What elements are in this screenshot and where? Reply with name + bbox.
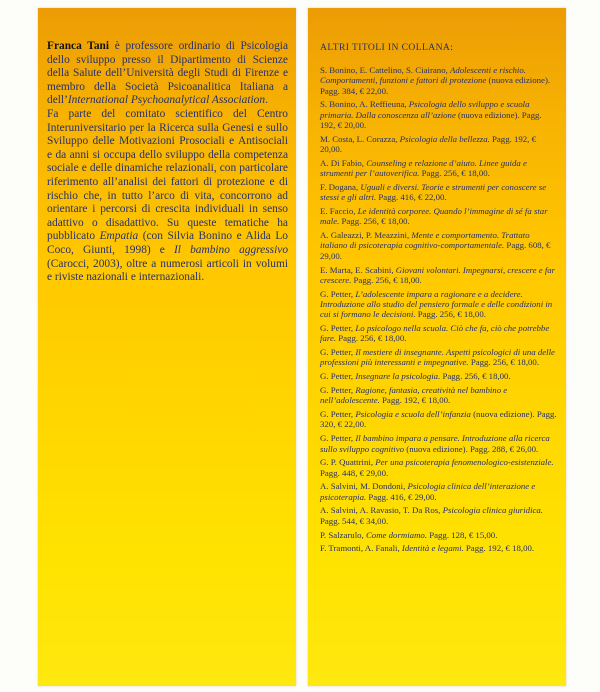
book-details: (nuova edizione). Pagg. 384, € 22,00. [320,75,551,96]
book-authors: S. Bonino, A. Reffieuna, [320,99,409,110]
book-authors: G. Petter, [320,371,356,382]
book-details: Pagg. 256, € 18,00. [440,371,511,382]
bio-segment: . [265,94,268,107]
book-title: Il mestiere di insegnante. Aspetti psicologici di una delle professioni più interessanti e impegnative. [320,347,555,368]
book-title: Lo psicologo nella scuola. Ciò che fa, ciò che potrebbe fare. [320,323,550,344]
bio-segment: Empatia [99,230,139,243]
book-entry [320,530,558,540]
book-title: Ragione, fantasia, creatività nel bambino e nell’adolescente. [320,385,508,406]
book-entry [320,347,558,368]
series-heading: ALTRI TITOLI IN COLLANA: [320,42,454,53]
book-entry [320,289,558,320]
book-details: Pagg. 192, € 18,00. [379,395,451,406]
book-authors: A. Salvini, A. Ravasio, T. Da Ros, [320,505,443,516]
book-title: Insegnare la psicologia. [355,371,441,382]
book-authors: S. Bonino, E. Cattelino, S. Ciairano, [320,65,450,75]
book-entry [320,323,558,344]
book-details: Pagg. 256, € 18,00. [468,357,540,368]
bio-segment: International Psychoanalytical Association [67,94,266,107]
book-entry [320,99,558,130]
book-authors: E. Marta, E. Scabini, [320,264,396,275]
bio-paragraph [47,108,288,285]
book-details: Pagg. 416, € 29,00. [366,491,437,502]
book-details: Pagg. 256, € 18,00. [339,216,410,227]
book-authors: G. Petter, [320,347,356,358]
left-flap-author-bio [38,8,296,686]
series-section [308,8,566,554]
book-authors: P. Salzarulo, [320,529,366,540]
book-authors: M. Costa, L. Corazza, [320,133,400,144]
book-entry [320,65,558,96]
book-entry [320,481,558,502]
book-details: Pagg. 448, € 29,00. [320,467,389,478]
book-entry [320,182,558,203]
bio-segment: Franca Tani [47,40,110,52]
book-entry [320,265,558,286]
bio-segment: Il bambino aggressivo [174,243,289,256]
bio-paragraph [47,40,288,108]
book-title: Mente e comportamento. Trattato italiano di psicoterapia cognitivo-comportamentale. [320,230,530,251]
book-details: (nuova edizione). Pagg. 288, € 26,00. [404,443,539,454]
book-authors: A. Di Fabio, [320,157,367,168]
book-title: Le identità corporee. Quando l’immagine di sé fa star male. [320,206,548,227]
book-details: (nuova edizione). Pagg. 320, € 22,00. [320,409,557,430]
bio-segment: (Carocci, 2003), oltre a numerosi articoli in volumi e riviste nazionali e internazionali. [47,257,288,284]
book-entry [320,409,558,430]
bio-segment: Fa parte del comitato scientifico del Centro Interuniversitario per la Ricerca sulla Genesi e sullo Sviluppo delle Motivazioni Prosociali e Antisociali e da anni si occupa dello sviluppo della competenza sociale e delle dinamiche relazionali, con particolare riferimento all’analisi dei fattori di protezione e di rischio che, in tutto l’arco di vita, concorrono ad orientare i percorsi di crescita individuali in senso adattivo o disadattivo. Su queste tematiche ha pubblicato [47,107,288,243]
book-entry [320,543,558,553]
book-details: Pagg. 192, € 18,00. [463,543,535,554]
book-details: Pagg. 608, € 29,00. [320,240,551,261]
book-details: Pagg. 256, € 18,00. [336,333,407,344]
book-entry [320,505,558,526]
book-authors: A. Salvini, M. Dondoni, [320,481,408,492]
book-entry [320,385,558,406]
book-authors: G. P. Quattrini, [320,457,376,468]
book-details: Pagg. 416, € 22,00. [376,192,447,203]
book-title: L’adolescente impara a ragionare e a decidere. Introduzione allo studio del pensiero formale e delle condizioni in cui si formano le decisioni. [320,288,553,320]
book-authors: G. Petter, [320,409,356,420]
bio-segment: (con Silvia Bonino e Alida Lo Coco, Giunti, 1998) e [47,230,288,256]
book-title: Counseling e relazione d’aiuto. Linee guida e strumenti per l’autoverifica. [320,157,527,179]
book-title: Adolescenti e rischio. Comportamenti, funzioni e fattori di protezione [320,65,526,86]
author-bio-text [38,8,296,285]
book-title: Psicologia dello sviluppo e scuola primaria. Dalla conoscenza all’azione [320,99,530,120]
book-entry [320,433,558,454]
book-authors: F. Tramonti, A. Fanali, [320,543,402,554]
book-authors: E. Faccio, [320,206,358,217]
book-authors: G. Petter, [320,288,356,299]
book-title: Psicologia della bellezza. [399,133,490,144]
book-authors: G. Petter, [320,385,356,396]
book-title: Come dormiamo. [365,529,428,540]
book-list [320,65,558,554]
book-details: Pagg. 128, € 15,00. [427,529,498,540]
book-authors: F. Dogana, [320,181,361,192]
book-details: Pagg. 192, € 20,00. [320,133,536,155]
book-title: Psicologia clinica dell’interazione e psicoterapia. [320,481,536,502]
book-details: (nuova edizione). Pagg. 192, € 20,00. [320,109,542,130]
book-title: Giovani volontari. Impegnarsi, crescere e far crescere. [320,264,556,285]
book-title: Identità e legami. [401,543,464,554]
right-flap-series-list [308,8,566,686]
book-entry [320,134,558,155]
book-authors: G. Petter, [320,433,356,444]
book-authors: A. Galeazzi, P. Meazzini, [320,230,412,241]
book-details: Pagg. 256, € 18,00. [419,168,490,179]
book-entry [320,230,558,261]
book-entry [320,158,558,179]
book-details: Pagg. 256, € 18,00. [351,274,422,285]
book-title: Psicologia e scuola dell’infanzia [355,409,471,420]
book-entry [320,206,558,227]
book-entry [320,371,558,381]
book-title: Uguali e diversi. Teorie e strumenti per conoscere se stessi e gli altri. [320,181,547,203]
book-title: Psicologia clinica giuridica. [442,505,544,516]
bio-segment: è professore ordinario di Psicologia dello sviluppo presso il Dipartimento di Scienze della Salute dell’Università degli Studi di Firenze e membro della Società Psicoanalitica Italiana a dell’ [47,40,289,107]
book-entry [320,457,558,478]
book-title: Per una psicoterapia fenomenologico-esistenziale. [375,457,554,468]
book-title: Il bambino impara a pensare. Introduzione alla ricerca sullo sviluppo cognitivo [320,433,550,454]
book-details: Pagg. 256, € 18,00. [415,309,486,320]
book-details: Pagg. 544, € 34,00. [320,515,389,526]
book-authors: G. Petter, [320,323,356,334]
